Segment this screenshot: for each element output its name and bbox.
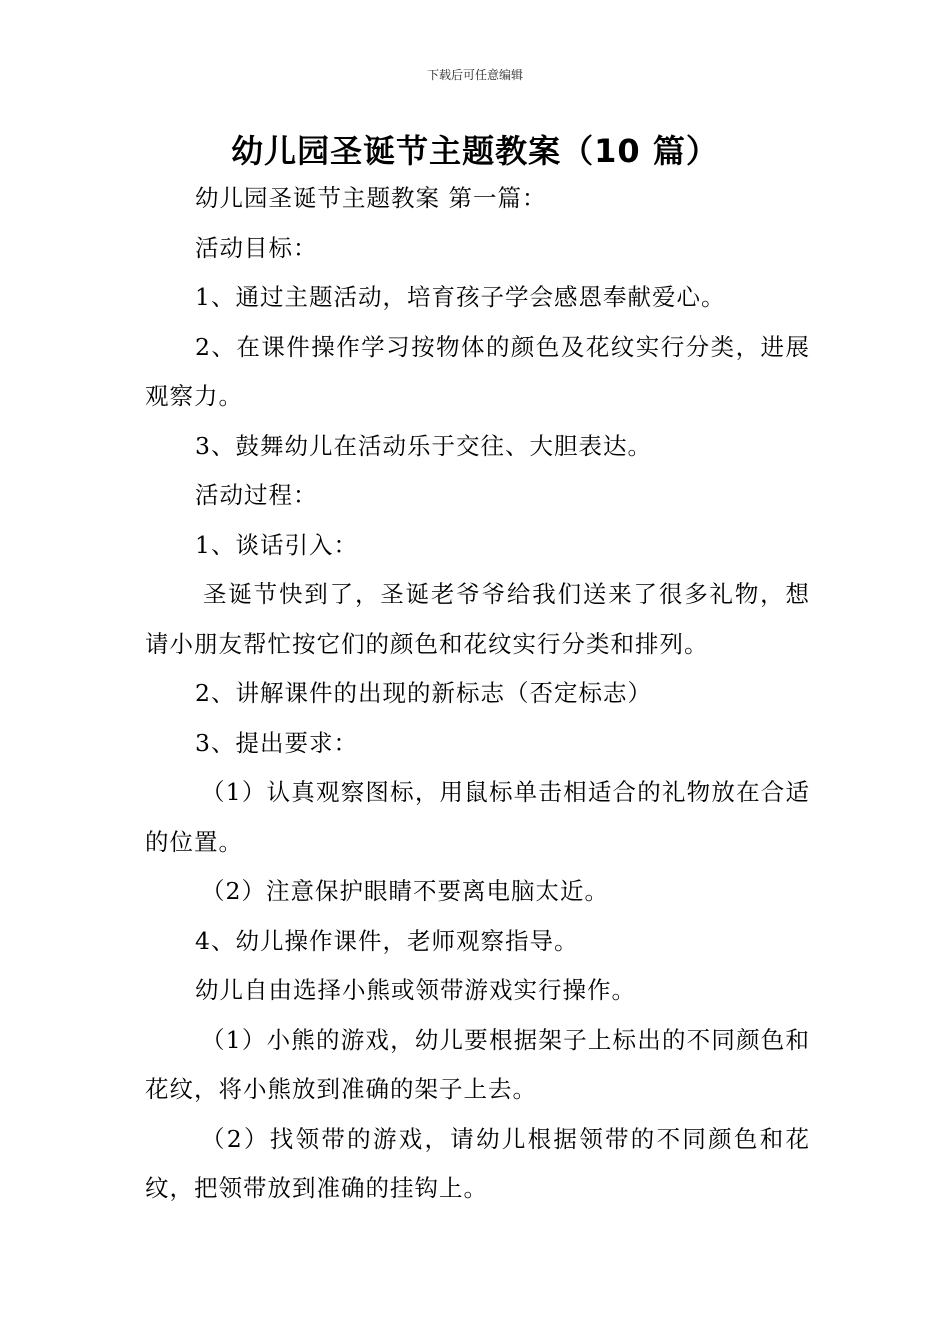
process-step-2: 2、讲解课件的出现的新标志（否定标志）: [195, 679, 652, 707]
process-step-3: 3、提出要求：: [195, 728, 358, 757]
requirement-2: （2）注意保护眼睛不要离电脑太近。: [201, 877, 609, 905]
process-step-1: 1、谈话引入：: [195, 530, 358, 559]
goal-item-3: 3、鼓舞幼儿在活动乐于交往、大胆表达。: [195, 431, 652, 460]
process-step-1-detail: 圣诞节快到了，圣诞老爷爷给我们送来了很多礼物，想请小朋友帮忙按它们的颜色和花纹实行分类和排列。: [145, 580, 810, 658]
game-tie: （2）找领带的游戏，请幼儿根据领带的不同颜色和花纹，把领带放到准确的挂钩上。: [145, 1124, 810, 1202]
game-bear: （1）小熊的游戏，幼儿要根据架子上标出的不同颜色和花纹，将小熊放到准确的架子上去。: [145, 1025, 810, 1103]
section-heading: 幼儿园圣诞节主题教案 第一篇：: [195, 184, 547, 212]
subheading-activity-goals: 活动目标：: [195, 233, 318, 262]
process-step-4-note: 幼儿自由选择小熊或领带游戏实行操作。: [195, 976, 636, 1004]
document-title: 幼儿园圣诞节主题教案（10 篇）: [231, 132, 719, 170]
goal-item-1: 1、通过主题活动，培育孩子学会感恩奉献爱心。: [195, 283, 726, 311]
process-step-4: 4、幼儿操作课件，老师观察指导。: [195, 926, 579, 955]
page-header-note: 下载后可任意编辑: [426, 68, 523, 82]
subheading-activity-process: 活动过程：: [195, 481, 318, 509]
document-body: [145, 174, 810, 1214]
requirement-1: （1）认真观察图标，用鼠标单击相适合的礼物放在合适的位置。: [145, 778, 810, 856]
goal-item-2: 2、在课件操作学习按物体的颜色及花纹实行分类，进展观察力。: [145, 332, 810, 410]
